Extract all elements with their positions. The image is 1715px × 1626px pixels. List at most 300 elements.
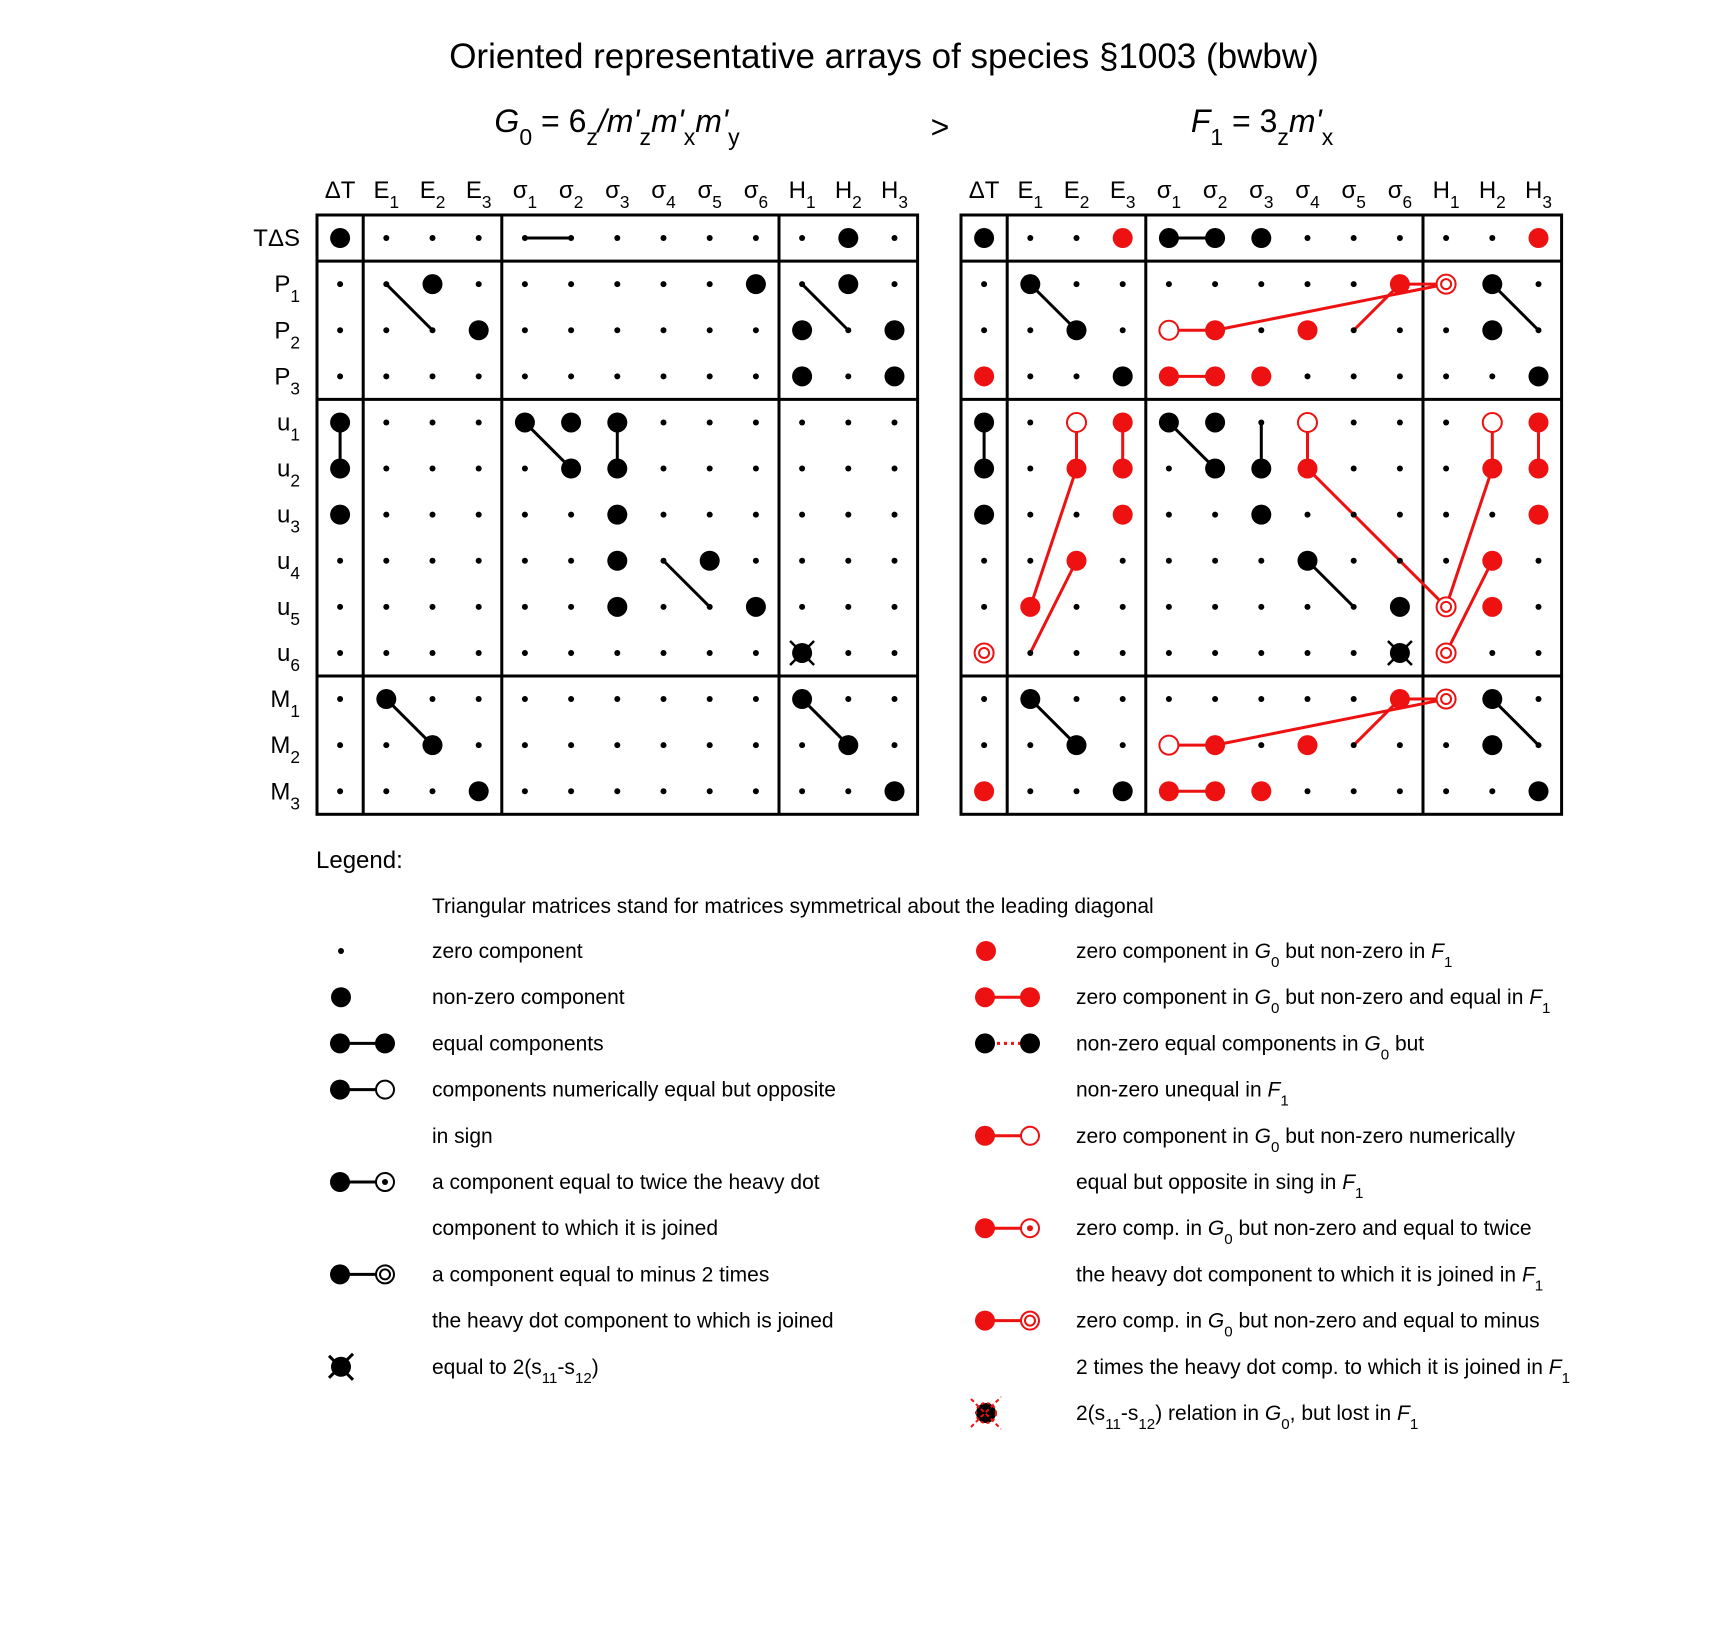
nonzero-component <box>1298 551 1318 571</box>
zero-component-dot <box>476 235 482 241</box>
zero-component-dot <box>661 281 667 287</box>
zero-component-dot <box>1120 281 1126 287</box>
zero-component-dot <box>337 558 343 564</box>
zero-component-dot <box>661 650 667 656</box>
legend-symbol-minus2 <box>330 1264 394 1284</box>
zero-component-dot <box>845 512 851 518</box>
legend-item <box>975 1217 1543 1294</box>
zero-component-dot <box>661 327 667 333</box>
legend-note: Triangular matrices stand for matrices symmetrical about the leading diagonal <box>432 895 1154 918</box>
zero-component-dot <box>1166 696 1172 702</box>
zero-component-dot <box>476 604 482 610</box>
opposite-sign-component <box>1159 321 1178 340</box>
zero-component-dot <box>568 696 574 702</box>
zero-component-dot <box>430 650 436 656</box>
zero-component-dot <box>568 788 574 794</box>
nonzero-component <box>607 459 627 479</box>
nonzero-component <box>607 412 627 432</box>
zero-component-dot <box>1212 604 1218 610</box>
nonzero-component <box>700 551 720 571</box>
zero-component-dot <box>1120 558 1126 564</box>
zero-component-dot <box>845 327 851 333</box>
zero-component-dot <box>383 327 389 333</box>
zero-component-dot <box>1120 327 1126 333</box>
row-header: $u_6$ <box>277 639 300 675</box>
zero-component-dot <box>707 281 713 287</box>
zero-component-dot <box>1120 650 1126 656</box>
zero-component-dot <box>1443 558 1449 564</box>
zero-component-dot <box>1166 512 1172 518</box>
legend-text: components numerically equal but opposite <box>432 1078 836 1102</box>
zero-component-dot <box>614 696 620 702</box>
legend-item <box>329 1354 599 1387</box>
zero-component-dot <box>1536 327 1542 333</box>
row-header: $P_2$ <box>274 317 300 353</box>
zero-component-dot <box>1258 650 1264 656</box>
zero-component-dot <box>1166 558 1172 564</box>
zero-component-dot <box>1074 512 1080 518</box>
zero-component-dot <box>1166 650 1172 656</box>
zero-component-dot <box>430 512 436 518</box>
zero-component-dot <box>981 742 987 748</box>
column-header: $\sigma_3$ <box>1249 177 1274 212</box>
zero-component-dot <box>1258 558 1264 564</box>
nonzero-component <box>330 228 350 248</box>
zero-component-dot <box>1074 281 1080 287</box>
zero-component-dot <box>1027 373 1033 379</box>
legend-text: equal but opposite in sing in $F_1$ <box>1076 1171 1364 1202</box>
minus-two-times-component <box>1437 597 1456 616</box>
zero-component-dot <box>1351 604 1357 610</box>
column-header: $\sigma_6$ <box>1387 177 1413 212</box>
nonzero-component <box>838 228 858 248</box>
zero-component-dot <box>892 742 898 748</box>
zero-component-dot <box>1443 788 1449 794</box>
legend-symbol-red-opposite <box>975 1126 1039 1146</box>
nonzero-component <box>1482 320 1502 340</box>
left_group-label: $G_0 = 6_z/m'_zm'_xm'_y$ <box>494 103 740 150</box>
column-header: $E_2$ <box>419 177 446 212</box>
zero-component-dot <box>892 650 898 656</box>
zero-component-dot <box>476 696 482 702</box>
zero-component-dot <box>707 373 713 379</box>
zero-component-dot <box>1351 742 1357 748</box>
zero-component-dot <box>707 604 713 610</box>
zero-component-dot <box>522 512 528 518</box>
zero-component-dot <box>1351 650 1357 656</box>
nonzero-component <box>423 274 443 294</box>
zero-component-dot <box>799 419 805 425</box>
zero-component-dot <box>845 604 851 610</box>
zero-component-dot <box>892 419 898 425</box>
legend-item <box>330 1079 836 1148</box>
zero-component-dot <box>337 696 343 702</box>
legend-item <box>975 1310 1570 1387</box>
column-header: $H_3$ <box>1525 177 1552 212</box>
column-header: $E_2$ <box>1063 177 1090 212</box>
zero-component-dot <box>568 512 574 518</box>
component-link <box>1030 469 1076 607</box>
nonzero-component <box>1482 689 1502 709</box>
zero-component-dot <box>614 235 620 241</box>
zero-component-dot <box>1536 742 1542 748</box>
zero-component-dot <box>1397 788 1403 794</box>
row-header: $P_3$ <box>274 363 300 399</box>
zero-component-dot <box>707 788 713 794</box>
row-header: $M_2$ <box>270 732 300 768</box>
zero-component-dot <box>892 604 898 610</box>
row-header: $u_4$ <box>277 547 300 583</box>
zero-component-dot <box>1397 742 1403 748</box>
zero-component-dot <box>799 788 805 794</box>
row-header: TΔS <box>253 225 300 253</box>
zero-component-dot <box>1027 235 1033 241</box>
zero-component-dot <box>1536 281 1542 287</box>
zero-component-dot <box>1027 650 1033 656</box>
zero-component-dot <box>1120 742 1126 748</box>
zero-component-dot <box>430 419 436 425</box>
column-header: $H_1$ <box>788 177 816 212</box>
nonzero-component <box>885 320 905 340</box>
legend-text: component to which it is joined <box>432 1217 718 1241</box>
zero-component-dot <box>476 742 482 748</box>
zero-component-dot <box>1397 373 1403 379</box>
zero-component-dot <box>799 604 805 610</box>
zero-component-dot <box>476 281 482 287</box>
new-nonzero-component <box>1529 459 1549 479</box>
zero-component-dot <box>892 235 898 241</box>
zero-component-dot <box>1212 281 1218 287</box>
zero-component-dot <box>476 419 482 425</box>
zero-component-dot <box>1536 696 1542 702</box>
zero-component-dot <box>1351 327 1357 333</box>
zero-component-dot <box>383 604 389 610</box>
zero-component-dot <box>476 512 482 518</box>
column-header: $\sigma_4$ <box>1295 177 1320 212</box>
zero-component-dot <box>845 696 851 702</box>
zero-component-dot <box>1351 235 1357 241</box>
zero-component-dot <box>1443 512 1449 518</box>
zero-component-dot <box>1074 604 1080 610</box>
minus-two-times-component <box>975 643 994 662</box>
legend-text: zero comp. in $G_0$ but non-zero and equal to twice <box>1076 1217 1532 1248</box>
legend-text: non-zero equal components in $G_0$ but <box>1076 1032 1425 1063</box>
zero-component-dot <box>1305 650 1311 656</box>
zero-component-dot <box>337 604 343 610</box>
zero-component-dot <box>661 742 667 748</box>
zero-component-dot <box>753 558 759 564</box>
zero-component-dot <box>799 466 805 472</box>
nonzero-component <box>838 274 858 294</box>
column-header: $E_3$ <box>465 177 492 212</box>
zero-component-dot <box>522 327 528 333</box>
legend-symbol-dot <box>338 948 344 954</box>
legend-symbol-red-equal <box>975 987 1040 1007</box>
zero-component-dot <box>1305 696 1311 702</box>
nonzero-component <box>561 412 581 432</box>
column-header: $E_1$ <box>1017 177 1044 212</box>
zero-component-dot <box>707 650 713 656</box>
zero-component-dot <box>1489 650 1495 656</box>
zero-component-dot <box>1074 788 1080 794</box>
zero-component-dot <box>1351 419 1357 425</box>
opposite-sign-component <box>1483 413 1502 432</box>
legend-symbol-red-heavy <box>976 941 996 961</box>
zero-component-dot <box>522 558 528 564</box>
zero-component-dot <box>1443 327 1449 333</box>
legend-heading: Legend: <box>316 847 403 874</box>
zero-component-dot <box>753 373 759 379</box>
zero-component-dot <box>614 788 620 794</box>
new-nonzero-component <box>1113 228 1133 248</box>
zero-component-dot <box>1166 281 1172 287</box>
zero-component-dot <box>845 650 851 656</box>
zero-component-dot <box>845 788 851 794</box>
nonzero-component <box>1482 735 1502 755</box>
zero-component-dot <box>1212 558 1218 564</box>
nonzero-component <box>746 274 766 294</box>
row-header: $u_1$ <box>277 409 300 445</box>
zero-component-dot <box>753 788 759 794</box>
zero-component-dot <box>981 281 987 287</box>
s11-s12-component <box>790 641 814 665</box>
zero-component-dot <box>614 327 620 333</box>
nonzero-component <box>1205 228 1225 248</box>
zero-component-dot <box>981 558 987 564</box>
nonzero-component <box>1529 781 1549 801</box>
nonzero-component <box>1020 274 1040 294</box>
nonzero-component <box>330 505 350 525</box>
row-header: $u_2$ <box>277 455 300 491</box>
nonzero-component <box>1159 228 1179 248</box>
zero-component-dot <box>476 373 482 379</box>
legend-text: zero component in $G_0$ but non-zero in $F_1$ <box>1076 940 1453 971</box>
zero-component-dot <box>707 419 713 425</box>
legend-text: the heavy dot component to which is joined <box>432 1309 834 1333</box>
legend-symbol-opposite <box>330 1080 394 1100</box>
zero-component-dot <box>1027 327 1033 333</box>
zero-component-dot <box>1027 558 1033 564</box>
nonzero-component <box>330 412 350 432</box>
legend-text: a component equal to twice the heavy dot <box>432 1171 820 1194</box>
opposite-sign-component <box>1159 736 1178 755</box>
nonzero-component <box>1251 459 1271 479</box>
legend-item <box>971 1397 1418 1433</box>
new-nonzero-component <box>1251 366 1271 386</box>
zero-component-dot <box>661 466 667 472</box>
new-nonzero-component <box>1113 505 1133 525</box>
legend-item <box>975 1032 1424 1109</box>
nonzero-component <box>607 597 627 617</box>
column-header: $\sigma_4$ <box>651 177 676 212</box>
new-nonzero-component <box>974 366 994 386</box>
zero-component-dot <box>1027 419 1033 425</box>
column-header: $\sigma_1$ <box>512 177 538 212</box>
legend-symbol-cross <box>329 1354 353 1380</box>
zero-component-dot <box>1120 696 1126 702</box>
legend-text: zero component in $G_0$ but non-zero and equal in $F_1$ <box>1076 986 1551 1017</box>
zero-component-dot <box>430 235 436 241</box>
zero-component-dot <box>337 788 343 794</box>
zero-component-dot <box>981 327 987 333</box>
zero-component-dot <box>799 512 805 518</box>
nonzero-component <box>974 228 994 248</box>
zero-component-dot <box>707 742 713 748</box>
zero-component-dot <box>1027 466 1033 472</box>
row-header: $M_1$ <box>270 686 300 722</box>
zero-component-dot <box>1305 373 1311 379</box>
zero-component-dot <box>1074 373 1080 379</box>
zero-component-dot <box>661 696 667 702</box>
column-header: $\sigma_2$ <box>558 177 584 212</box>
zero-component-dot <box>1397 327 1403 333</box>
zero-component-dot <box>1305 788 1311 794</box>
zero-component-dot <box>845 466 851 472</box>
zero-component-dot <box>522 650 528 656</box>
zero-component-dot <box>1536 650 1542 656</box>
zero-component-dot <box>522 742 528 748</box>
new-nonzero-component <box>1020 597 1040 617</box>
zero-component-dot <box>383 466 389 472</box>
zero-component-dot <box>383 742 389 748</box>
zero-component-dot <box>1536 604 1542 610</box>
zero-component-dot <box>1489 512 1495 518</box>
nonzero-component <box>974 505 994 525</box>
zero-component-dot <box>1397 419 1403 425</box>
nonzero-component <box>792 366 812 386</box>
zero-component-dot <box>1351 373 1357 379</box>
legend <box>316 847 1570 1433</box>
zero-component-dot <box>1166 466 1172 472</box>
zero-component-dot <box>1397 512 1403 518</box>
zero-component-dot <box>1305 604 1311 610</box>
column-header: ΔT <box>324 177 356 204</box>
new-nonzero-component <box>1067 551 1087 571</box>
new-nonzero-component <box>1298 459 1318 479</box>
group-labels <box>494 103 1333 150</box>
minus-two-times-component <box>1437 275 1456 294</box>
zero-component-dot <box>522 604 528 610</box>
zero-component-dot <box>614 281 620 287</box>
zero-component-dot <box>430 604 436 610</box>
zero-component-dot <box>568 742 574 748</box>
zero-component-dot <box>981 604 987 610</box>
zero-component-dot <box>1212 696 1218 702</box>
nonzero-component <box>1067 735 1087 755</box>
zero-component-dot <box>707 327 713 333</box>
zero-component-dot <box>522 466 528 472</box>
zero-component-dot <box>522 373 528 379</box>
new-nonzero-component <box>1251 781 1271 801</box>
zero-component-dot <box>753 235 759 241</box>
zero-component-dot <box>430 788 436 794</box>
nonzero-component <box>515 412 535 432</box>
zero-component-dot <box>430 327 436 333</box>
legend-text: the heavy dot component to which it is joined in $F_1$ <box>1076 1263 1544 1294</box>
nonzero-component <box>885 781 905 801</box>
relation-symbol: > <box>930 109 950 145</box>
zero-component-dot <box>753 650 759 656</box>
new-nonzero-component <box>1159 366 1179 386</box>
zero-component-dot <box>568 650 574 656</box>
row-header: $P_1$ <box>274 271 300 307</box>
nonzero-component <box>1020 689 1040 709</box>
zero-component-dot <box>430 466 436 472</box>
nonzero-component <box>607 505 627 525</box>
component-link <box>1446 469 1492 607</box>
zero-component-dot <box>707 235 713 241</box>
nonzero-component <box>1482 274 1502 294</box>
zero-component-dot <box>661 558 667 564</box>
zero-component-dot <box>337 742 343 748</box>
zero-component-dot <box>892 558 898 564</box>
zero-component-dot <box>753 327 759 333</box>
zero-component-dot <box>383 788 389 794</box>
zero-component-dot <box>1305 281 1311 287</box>
zero-component-dot <box>1536 558 1542 564</box>
nonzero-component <box>1159 412 1179 432</box>
zero-component-dot <box>383 281 389 287</box>
zero-component-dot <box>799 235 805 241</box>
zero-component-dot <box>661 419 667 425</box>
zero-component-dot <box>383 558 389 564</box>
minus-two-times-component <box>1437 643 1456 662</box>
legend-text: equal to $2(s_{11}-s_{12})$ <box>432 1355 599 1387</box>
zero-component-dot <box>661 373 667 379</box>
zero-component-dot <box>753 742 759 748</box>
nonzero-component <box>1390 597 1410 617</box>
nonzero-component <box>1205 459 1225 479</box>
zero-component-dot <box>1258 281 1264 287</box>
legend-item <box>331 986 625 1009</box>
zero-component-dot <box>1397 558 1403 564</box>
zero-component-dot <box>1397 235 1403 241</box>
zero-component-dot <box>799 558 805 564</box>
nonzero-component <box>1251 228 1271 248</box>
zero-component-dot <box>845 558 851 564</box>
zero-component-dot <box>383 373 389 379</box>
zero-component-dot <box>1258 327 1264 333</box>
legend-text: zero component <box>432 940 583 963</box>
nonzero-component <box>1205 412 1225 432</box>
legend-text: 2 times the heavy dot comp. to which it is joined in $F_1$ <box>1076 1355 1570 1387</box>
new-nonzero-component <box>1482 551 1502 571</box>
zero-component-dot <box>753 512 759 518</box>
column-header: $E_3$ <box>1109 177 1136 212</box>
s11-s12-component <box>1388 641 1412 665</box>
legend-symbol-red-minus2 <box>975 1311 1039 1331</box>
zero-component-dot <box>568 373 574 379</box>
zero-component-dot <box>476 466 482 472</box>
new-nonzero-component <box>1298 320 1318 340</box>
column-header: ΔT <box>968 177 1000 204</box>
new-nonzero-component <box>1067 459 1087 479</box>
zero-component-dot <box>1166 604 1172 610</box>
row-header: $u_5$ <box>277 593 300 629</box>
legend-symbol-red-cross <box>971 1397 1001 1429</box>
zero-component-dot <box>1443 235 1449 241</box>
new-nonzero-component <box>1113 459 1133 479</box>
nonzero-component <box>974 412 994 432</box>
new-nonzero-component <box>1159 781 1179 801</box>
zero-component-dot <box>661 512 667 518</box>
legend-item <box>330 1171 820 1240</box>
zero-component-dot <box>1351 512 1357 518</box>
component-link <box>1215 284 1446 330</box>
zero-component-dot <box>707 466 713 472</box>
new-nonzero-component <box>1529 412 1549 432</box>
column-header: $\sigma_5$ <box>697 177 722 212</box>
